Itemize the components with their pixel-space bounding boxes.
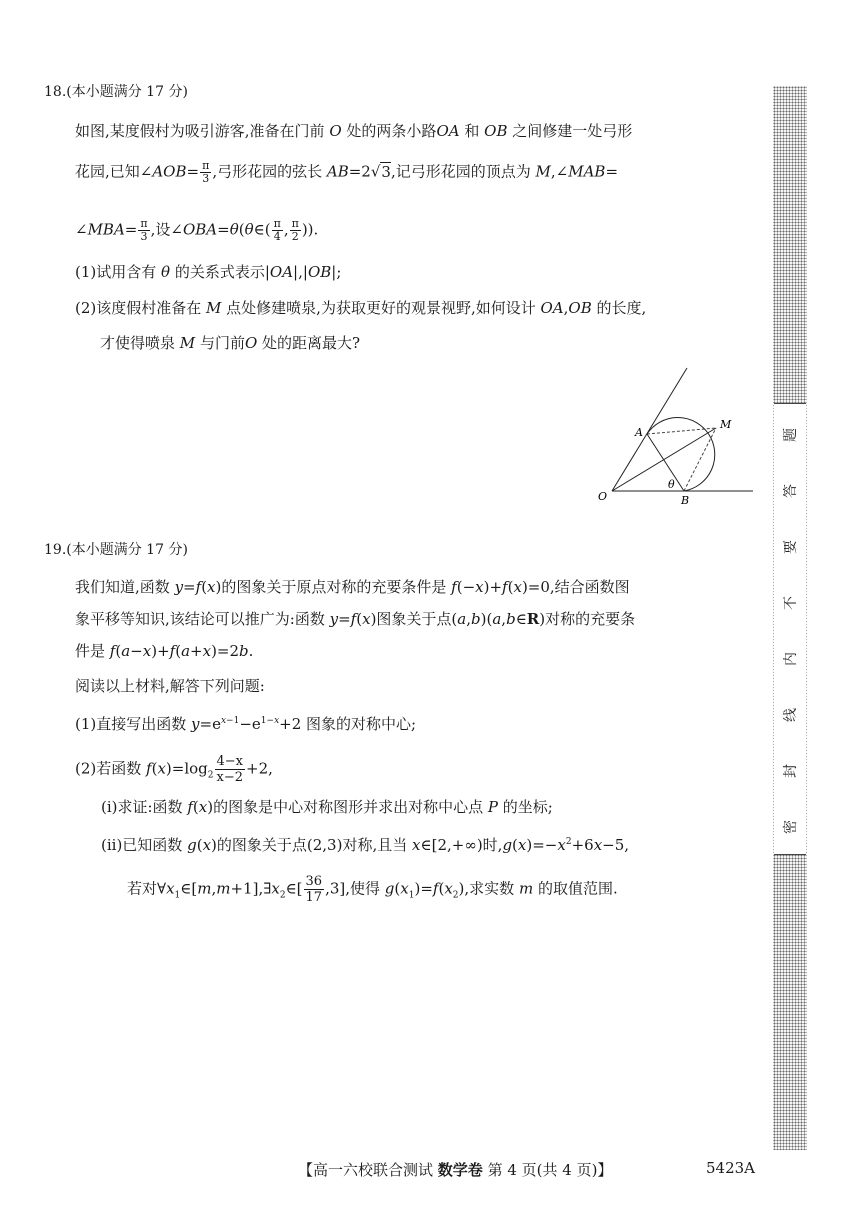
label-b: B [681,494,690,507]
label-m: M [720,418,732,431]
ray-oa [612,368,687,491]
q19-line-2: 象平移等知识,该结论可以推广为:函数 y=f(x)图象关于点(a,b)(a,b∈R)对称的充要条 [75,610,636,628]
q18-sub-2-cont: 才使得喷泉 M 与门前O 处的距离最大? [100,334,361,352]
q18-figure [590,360,765,510]
seal-char-5: 不 [783,596,799,610]
q18-line-2: 花园,已知∠AOB= $\frac{\pi}{3}$ ,弓形花园的弦长 AB=2√3,记弓形花园的顶点为 M,∠MAB= [75,159,619,185]
q19-line-1: 我们知道,函数 y=f(x)的图象关于原点对称的充要条件是 f(−x)+f(x)=0,结合函数图 [75,578,630,596]
seal-char-2: 封 [783,764,799,778]
q19-sub-2: (2)若函数 $f(x)=\log_2$ $\frac{4-x}{x-2}$ +2, [75,754,273,785]
seal-char-7: 答 [783,484,799,498]
seal-char-8: 题 [783,428,799,442]
q19-sub-2-i: (i)求证:函数 f(x)的图象是中心对称图形并求出对称中心点 P 的坐标; [101,798,553,816]
chord-ab [647,434,684,491]
label-a: A [635,426,643,439]
seal-char-4: 内 [783,652,799,666]
label-o: O [598,490,608,503]
q18-sub-1: (1)试用含有 θ 的关系式表示|OA|,|OB|; [75,263,342,281]
q18-header: 18.(本小题满分 17 分) [44,84,188,100]
seal-text-box [774,403,806,855]
q18-sub-2: (2)该度假村准备在 M 点处修建喷泉,为获取更好的观景视野,如何设计 OA,OB 的长度, [75,299,647,317]
footer-title: 【高一六校联合测试 数学卷 第 4 页(共 4 页)】 [298,1161,613,1179]
q19-header: 19.(本小题满分 17 分) [44,542,188,558]
q18-line-1: 如图,某度假村为吸引游客,准备在门前 O 处的两条小路OA 和 OB 之间修建一处弓形 [75,122,633,140]
q19-sub-2-ii-cont: 若对$\forall x_1\in[m,m+1],\exists x_2\in$[ $\frac{36}{17}$ ,3],使得 $g(x_1)=f(x_2)$,求实数 m 的取值范围. [127,874,618,905]
label-theta: θ [668,478,675,491]
arc-garden [647,418,715,491]
q19-line-4: 阅读以上材料,解答下列问题: [75,677,265,695]
q19-line-3: 件是 f(a−x)+f(a+x)=2b. [75,642,254,660]
seal-char-3: 线 [783,708,799,722]
dashed-am [647,428,716,434]
seal-char-6: 要 [783,540,799,554]
q19-sub-1: (1)直接写出函数 $y=e^{x-1}-e^{1-x}+2$ 图象的对称中心; [75,715,417,733]
footer-code: 5423A [706,1159,756,1177]
q18-line-3: ∠MBA= $\frac{\pi}{3}$ ,设∠OBA=θ(θ∈( $\frac{\pi}{4}$ , $\frac{\pi}{2}$ )). [75,217,319,243]
seal-char-1: 密 [783,820,799,834]
q19-sub-2-ii: (ii)已知函数 g(x)的图象关于点(2,3)对称,且当 x∈[2,+∞)时$,g(x)=-x^2+6x-5$, [101,836,630,854]
